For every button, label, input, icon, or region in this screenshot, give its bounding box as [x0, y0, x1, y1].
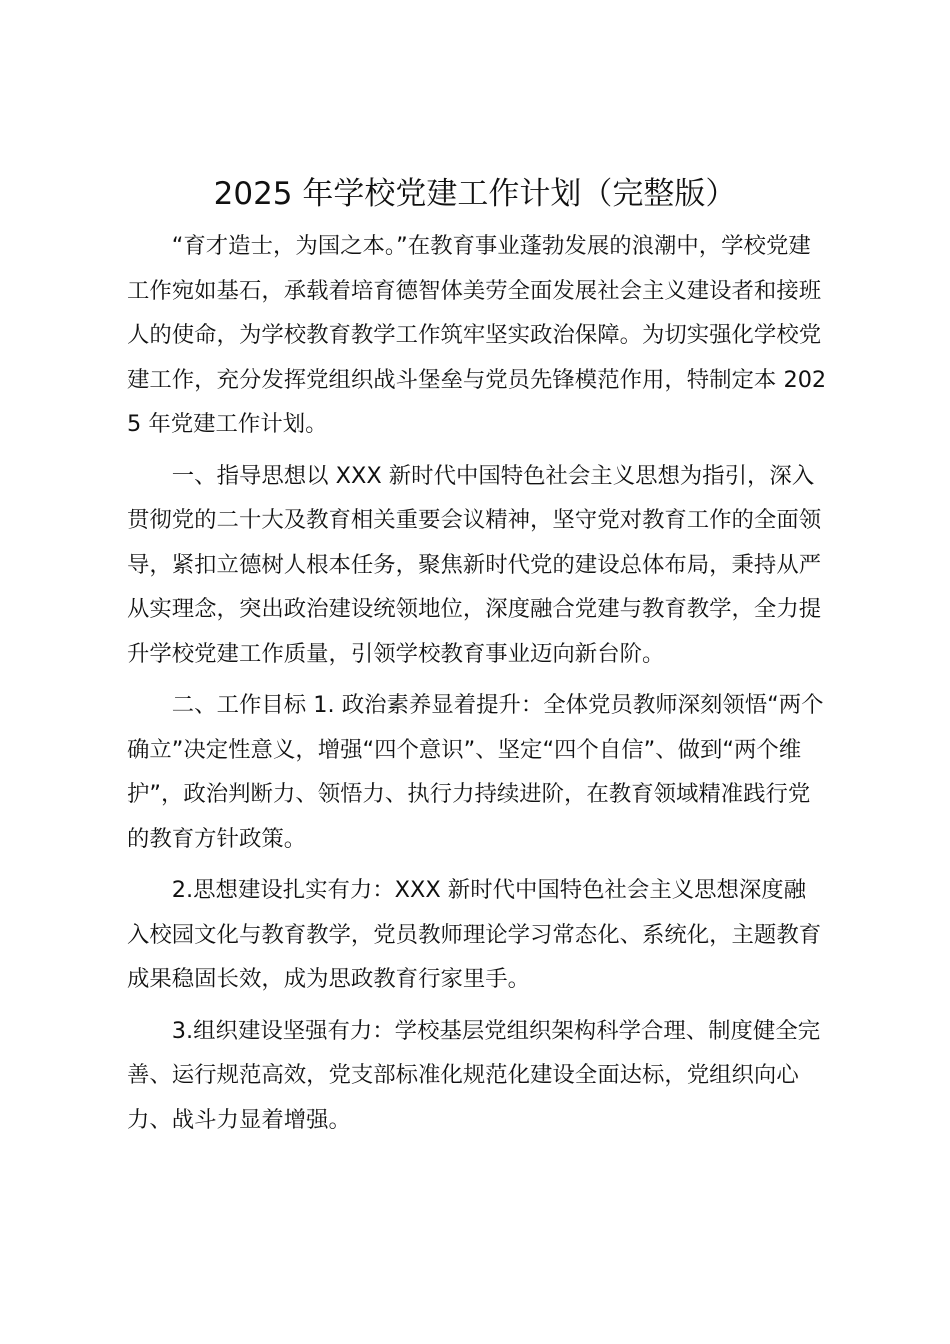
document-body — [127, 224, 827, 1149]
paragraph-guiding-ideology: 一、指导思想以 XXX 新时代中国特色社会主义思想为指引，深入贯彻党的二十大及教育相关重要会议精神，坚守党对教育工作的全面领导，紧扣立德树人根本任务，聚焦新时代党的建设总体布局，秉持从严从实理念，突出政治建设统领地位，深度融合党建与教育教学，全力提升学校党建工作质量，引领学校教育事业迈向新台阶。 — [127, 462, 822, 667]
paragraph-work-goals: 二、工作目标 1. 政治素养显着提升：全体党员教师深刻领悟“两个确立”决定性意义，增强“四个意识”、坚定“四个自信”、做到“两个维护”，政治判断力、领悟力、执行力持续进阶，在教育领域精准践行党的教育方针政策。 — [127, 692, 824, 852]
paragraph-ideological-building: 2.思想建设扎实有力：XXX 新时代中国特色社会主义思想深度融入校园文化与教育教学，党员教师理论学习常态化、系统化，主题教育成果稳固长效，成为思政教育行家里手。 — [127, 877, 822, 992]
document-title: 2025 年学校党建工作计划（完整版） — [213, 176, 737, 212]
paragraph-intro: “育才造士，为国之本。”在教育事业蓬勃发展的浪潮中，学校党建工作宛如基石，承载着培育德智体美劳全面发展社会主义建设者和接班人的使命，为学校教育教学工作筑牢坚实政治保障。为切实强化学校党建工作，充分发挥党组织战斗堡垒与党员先锋模范作用，特制定本 2025 年党建工作计划。 — [127, 233, 827, 437]
paragraph-organizational-building: 3.组织建设坚强有力：学校基层党组织架构科学合理、制度健全完善、运行规范高效，党支部标准化规范化建设全面达标，党组织向心力、战斗力显着增强。 — [127, 1017, 821, 1133]
